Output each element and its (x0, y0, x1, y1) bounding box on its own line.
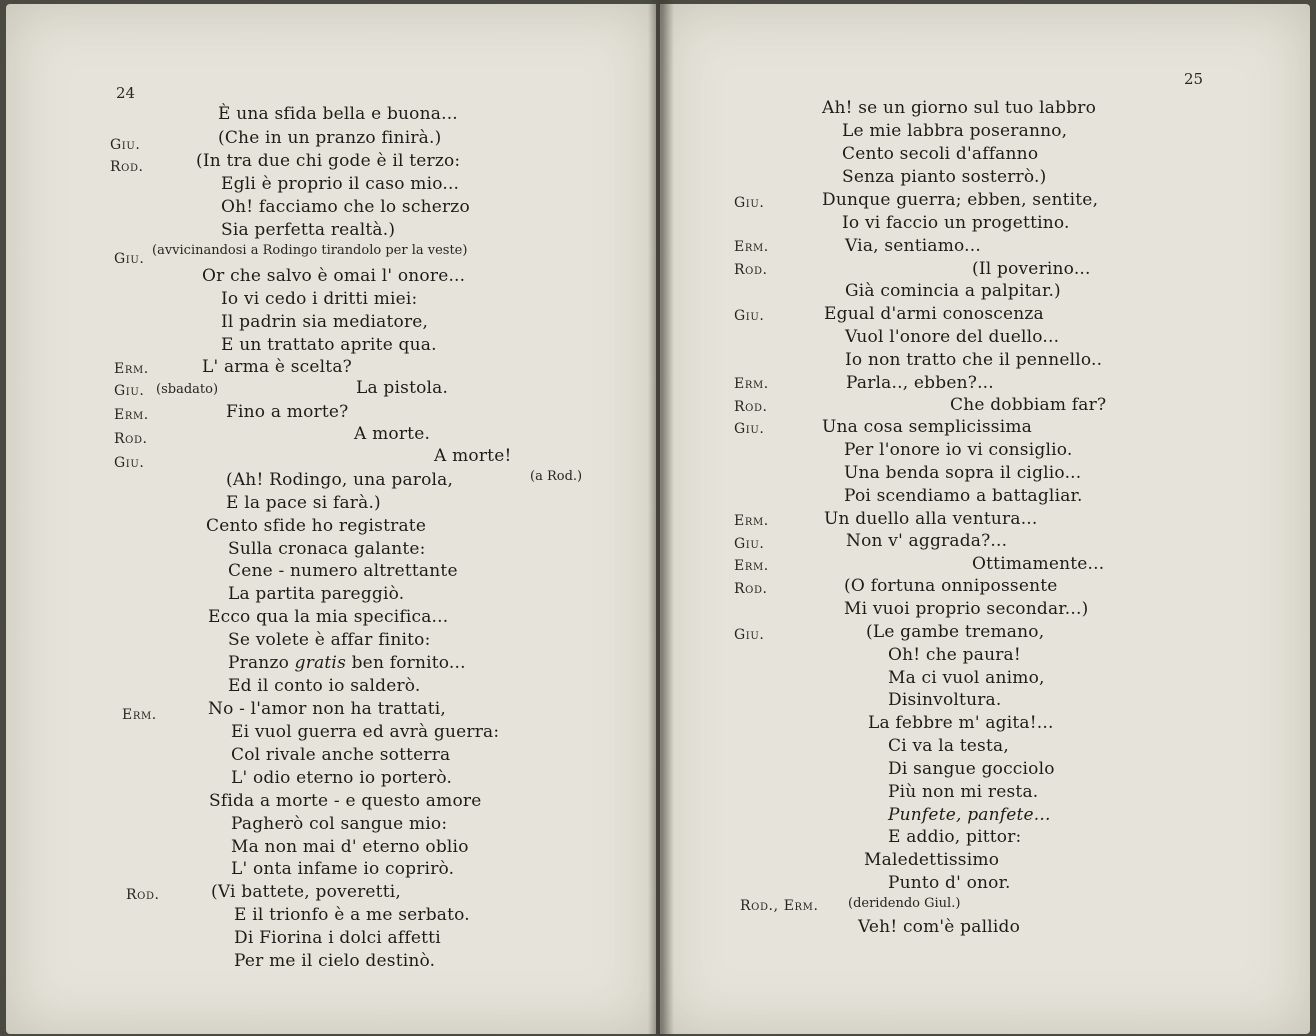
verse-line: La febbre m' agita!... (868, 713, 1054, 733)
speaker-label: Erm. (734, 239, 769, 255)
verse-line: (Che in un pranzo finirà.) (218, 128, 442, 148)
speaker-label: Giu. (114, 383, 145, 399)
verse-line: Che dobbiam far? (950, 395, 1107, 415)
page-number: 25 (1184, 70, 1204, 88)
speaker-label: Rod. (734, 262, 768, 278)
verse-line: Ottimamente... (972, 554, 1105, 574)
verse-line: (Il poverino... (972, 259, 1091, 279)
speaker-label: Erm. (114, 407, 149, 423)
verse-line: Or che salvo è omai l' onore... (202, 266, 466, 286)
verse-line: Per l'onore io vi consiglio. (844, 440, 1073, 460)
right-page (660, 4, 1310, 1034)
speaker-label: Rod. (126, 887, 160, 903)
verse-line: Fino a morte? (226, 402, 349, 422)
verse-line: Via, sentiamo... (845, 236, 981, 256)
verse-line: Ma ci vuol animo, (888, 668, 1045, 688)
verse-line: Pagherò col sangue mio: (231, 814, 448, 834)
verse-line: Di Fiorina i dolci affetti (234, 928, 441, 948)
verse-line: No - l'amor non ha trattati, (208, 699, 446, 719)
verse-line: E la pace si farà.) (226, 493, 381, 513)
verse-line: Le mie labbra poseranno, (842, 121, 1068, 141)
speaker-label: Giu. (734, 195, 765, 211)
speaker-label: Erm. (122, 707, 157, 723)
verse-line: Non v' aggrada?... (846, 531, 1008, 551)
speaker-label: Giu. (110, 137, 141, 153)
verse-line: E un trattato aprite qua. (221, 335, 437, 355)
verse-line: Col rivale anche sotterra (231, 745, 451, 765)
verse-line: (Ah! Rodingo, una parola, (226, 470, 454, 490)
stage-direction: (deridendo Giul.) (848, 896, 961, 911)
speaker-label: Rod. (734, 399, 768, 415)
verse-line: È una sfida bella e buona... (218, 104, 458, 124)
verse-line: E il trionfo è a me serbato. (234, 905, 470, 925)
speaker-label: Rod., Erm. (740, 898, 819, 914)
verse-line: La pistola. (356, 378, 449, 398)
speaker-label: Giu. (734, 421, 765, 437)
verse-line: Sulla cronaca galante: (228, 539, 426, 559)
verse-line: Ah! se un giorno sul tuo labbro (822, 98, 1097, 118)
verse-line: Senza pianto sosterrò.) (842, 167, 1047, 187)
verse-line: Ci va la testa, (888, 736, 1009, 756)
gratis-word: gratis (294, 653, 346, 673)
verse-line: Io non tratto che il pennello.. (845, 350, 1103, 370)
speaker-label: Rod. (114, 431, 148, 447)
verse-line: Ma non mai d' eterno oblio (231, 837, 469, 857)
verse-line: Ei vuol guerra ed avrà guerra: (231, 722, 500, 742)
page-number: 24 (116, 84, 136, 102)
verse-line: Già comincia a palpitar.) (845, 281, 1061, 301)
verse-line: Poi scendiamo a battagliar. (844, 486, 1083, 506)
verse-line: Cento sfide ho registrate (206, 516, 427, 536)
speaker-label: Giu. (114, 455, 145, 471)
verse-line: Vuol l'onore del duello... (845, 327, 1060, 347)
verse-line: Parla.., ebben?... (846, 373, 994, 393)
speaker-label: Erm. (734, 513, 769, 529)
verse-line: Sia perfetta realtà.) (221, 220, 396, 240)
speaker-label: Erm. (734, 376, 769, 392)
verse-line: Oh! facciamo che lo scherzo (221, 197, 470, 217)
verse-line: Ecco qua la mia specifica... (208, 607, 449, 627)
verse-line: Cento secoli d'affanno (842, 144, 1039, 164)
verse-line: Di sangue gocciolo (888, 759, 1055, 779)
verse-line: (O fortuna onnipossente (844, 576, 1058, 596)
speaker-label: Giu. (734, 536, 765, 552)
left-page (6, 4, 656, 1034)
verse-line: (Vi battete, poveretti, (211, 882, 401, 902)
verse-line: Mi vuoi proprio secondar...) (844, 599, 1089, 619)
verse-line: Sfida a morte - e questo amore (209, 791, 482, 811)
speaker-label: Rod. (734, 581, 768, 597)
verse-line: Un duello alla ventura... (824, 509, 1038, 529)
pranzo-word: Pranzo (228, 653, 295, 673)
verse-line: A morte! (434, 446, 512, 466)
verse-line: Io vi faccio un progettino. (842, 213, 1070, 233)
stage-direction: (sbadato) (156, 382, 219, 397)
stage-direction: (a Rod.) (530, 469, 583, 484)
speaker-label: Giu. (734, 627, 765, 643)
verse-line: E addio, pittor: (888, 827, 1022, 847)
verse-line: Cene - numero altrettante (228, 561, 458, 581)
book-gutter (648, 0, 674, 1036)
verse-line: Il padrin sia mediatore, (221, 312, 429, 332)
verse-line: La partita pareggiò. (228, 584, 405, 604)
verse-line: Punfete, panfete... (888, 805, 1051, 825)
verse-line: L' arma è scelta? (202, 357, 352, 377)
verse-line: Per me il cielo destinò. (234, 951, 436, 971)
verse-line: L' odio eterno io porterò. (231, 768, 453, 788)
verse-line (228, 653, 466, 673)
verse-line: Punto d' onor. (888, 873, 1011, 893)
speaker-label: Erm. (734, 558, 769, 574)
verse-line: Egual d'armi conoscenza (824, 304, 1044, 324)
verse-line: A morte. (354, 424, 431, 444)
ben-fornito: ben fornito... (346, 653, 466, 673)
verse-line: Oh! che paura! (888, 645, 1021, 665)
verse-line: Una cosa semplicissima (822, 417, 1032, 437)
speaker-label: Erm. (114, 361, 149, 377)
speaker-label: Giu. (734, 308, 765, 324)
speaker-label: Rod. (110, 159, 144, 175)
verse-line: Maledettissimo (864, 850, 1000, 870)
verse-line: Più non mi resta. (888, 782, 1039, 802)
verse-line: Se volete è affar finito: (228, 630, 431, 650)
verse-line: Dunque guerra; ebben, sentite, (822, 190, 1099, 210)
verse-line: (Le gambe tremano, (866, 622, 1045, 642)
verse-line: L' onta infame io coprirò. (231, 859, 455, 879)
verse-line: Una benda sopra il ciglio... (844, 463, 1082, 483)
verse-line: Ed il conto io salderò. (228, 676, 421, 696)
verse-line: Egli è proprio il caso mio... (221, 174, 460, 194)
verse-line: (In tra due chi gode è il terzo: (196, 151, 461, 171)
verse-line: Veh! com'è pallido (858, 917, 1021, 937)
verse-line: Io vi cedo i dritti miei: (221, 289, 418, 309)
stage-direction: (avvicinandosi a Rodingo tirandolo per la veste) (152, 243, 468, 258)
speaker-label: Giu. (114, 251, 145, 267)
verse-line: Disinvoltura. (888, 690, 1002, 710)
